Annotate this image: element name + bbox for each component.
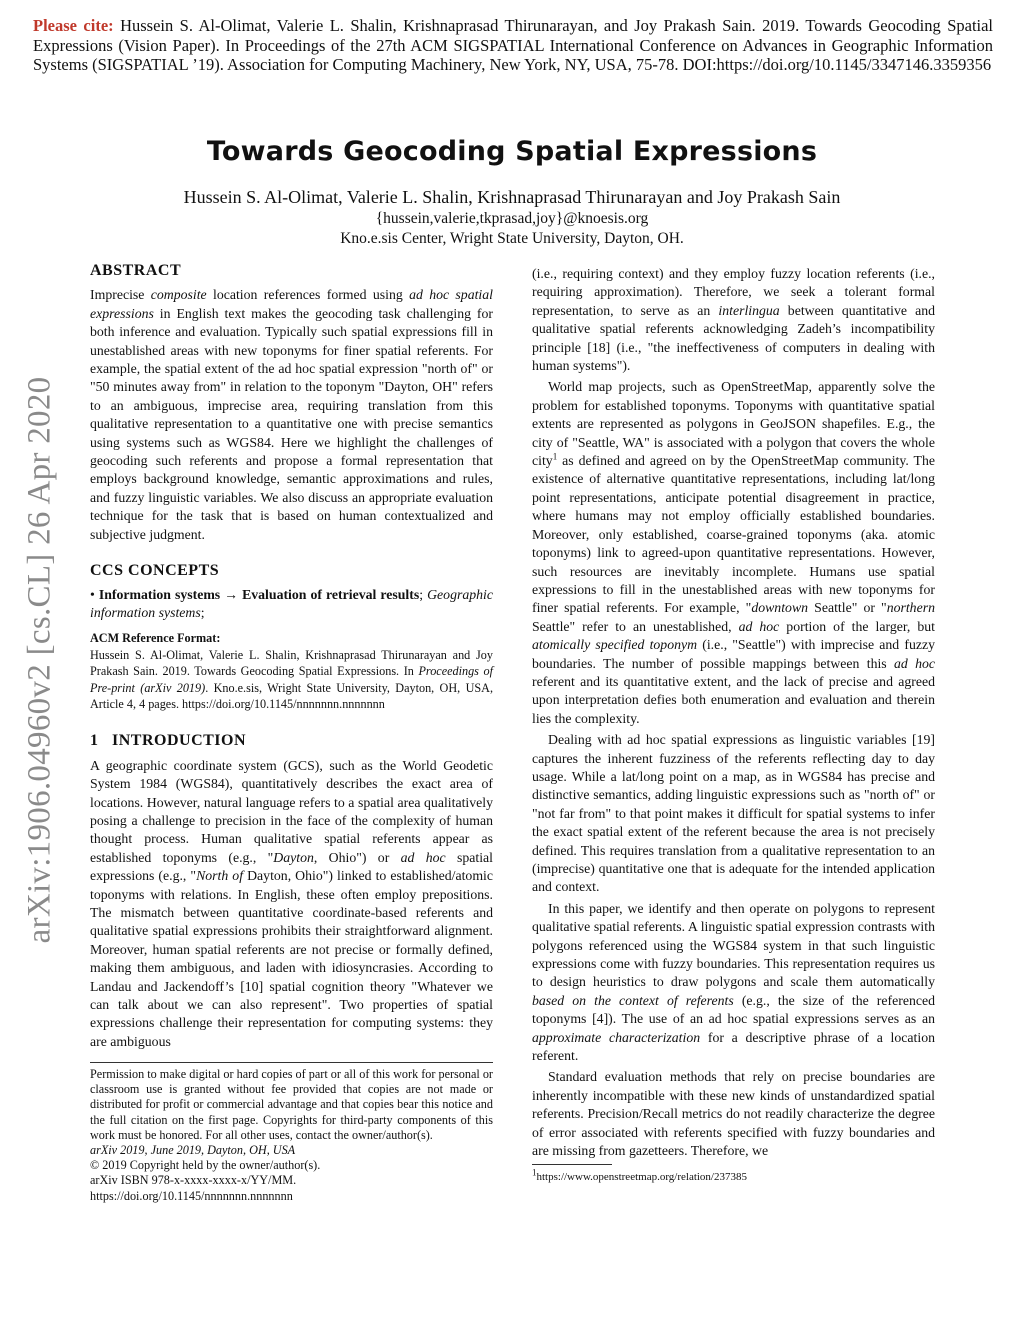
venue-line: arXiv 2019, June 2019, Dayton, OH, USA — [90, 1143, 296, 1158]
ccs-concepts: • Information systems → Evaluation of retrieval results; Geographic information systems; — [90, 586, 493, 620]
citation-label: Please cite: — [33, 16, 114, 35]
citation-text: Hussein S. Al-Olimat, Valerie L. Shalin, Krishnaprasad Thirunarayan, and Joy Prakash Sain. 2019. Towards Geocoding Spatial Expressions (Vision Paper). In Proceedings of the 27th ACM SIGSPATIAL International Conference on Advances in Geographic Information Systems (SIGSPATIAL ’19). Association for Computing Machinery, New York, NY, USA, 75-78. DOI:https://doi.org/10.1145/3347146.3359356 — [33, 16, 994, 74]
right-paragraph-3: Dealing with ad hoc spatial expressions as linguistic variables [19] captures the inherent fuzziness of the referents reflecting day to day usage. While a lat/long point on a map, as in WGS84 has precise and distinctive semantics, adding linguistic expressions such as "north of" or "not far from" to that point makes it difficult for spatial systems to infer the exact spatial extent of the referent because the area is not precisely defined. This requires translation from a qualitative representation to an (imprecise) quantitative one that is adequate for the intended application and context. — [532, 732, 935, 895]
arxiv-stamp — [0, 360, 80, 960]
acm-format-text: Hussein S. Al-Olimat, Valerie L. Shalin, Krishnaprasad Thirunarayan and Joy Prakash Sain. 2019. Towards Geocoding Spatial Expressions. In Proceedings of Pre-print (arXiv 2019). Kno.e.sis, Wright State University, Dayton, OH, USA, Article 4, 4 pages. https://doi.org/10.1145/nnnnnnn.nnnnnnn — [90, 647, 493, 711]
isbn-line: arXiv ISBN 978-x-xxxx-xxxx-x/YY/MM. — [90, 1173, 297, 1188]
acm-reference-format — [90, 630, 493, 712]
author-affiliation: Kno.e.sis Center, Wright State University, Dayton, OH. — [340, 230, 684, 247]
right-paragraph-2: World map projects, such as OpenStreetMap, apparently solve the problem for established toponyms. Toponyms with quantitative spatial extents are represented as polygons in GeoJSON shapefiles. E.g., the city of "Seattle, WA" is associated with a polygon that covers the whole city$^1$ as defined and agreed on by the OpenStreetMap community. The existence of alternative quantitative representations, including lat/long point representations, anticipate potential disagreement in practice, where humans may not employ officially established boundaries. Moreover, only established, coarse-grained toponyms (aka. atomic toponyms) link to agreed-upon quantitative representations. However, such resources are inevitably incomplete. Humans use spatial expressions to fill in the unestablished areas with new toponyms for finer spatial referents. For example, "downtown Seattle" or "northern Seattle" refer to an unestablished, ad hoc portion of the larger, but atomically specified toponym (i.e., "Seattle") with imprecise and fuzzy boundaries. The number of possible mappings between this ad hoc referent and its quantitative extent, and the lack of precise and agreed upon interpretation defies both enumeration and evaluation and therein lies the complexity. — [532, 379, 935, 726]
permission-block — [90, 1062, 493, 1204]
doi-link[interactable]: https://doi.org/10.1145/nnnnnnn.nnnnnnn — [90, 1188, 293, 1203]
footnote-block — [532, 1164, 935, 1184]
right-paragraph-1: (i.e., requiring context) and they employ fuzzy location referents (i.e., requiring approximation). Therefore, we seek a tolerant formal representation, to serve as an interlingua between quantitative and qualitative spatial referents acknowledging Zadeh’s incompatibility principle [18] (i.e., "the ineffectiveness of computers in dealing with human systems"). — [532, 266, 935, 374]
intro-heading: 1 INTRODUCTION — [90, 732, 247, 750]
footnote-ref[interactable]: 1 — [552, 451, 558, 462]
abstract-text: Imprecise composite location references formed using ad hoc spatial expressions in English text makes the geocoding task challenging for both inference and evaluation. Typically such spatial expressions fill in unestablished areas with new toponyms for finer spatial referents. For example, the spatial extent of the ad hoc spatial expression "north of" or "50 minutes away from" in relation to the toponym "Dayton, OH" refers to an ambiguous, imprecise area, requiring translation from this qualitative representation to a quantitative one with precise semantics using systems such as WGS84. Here we highlight the challenges of geocoding such referents and propose a formal representation that employs background knowledge, semantic approximations and rules, and fuzzy linguistic variables. We also discuss an appropriate evaluation technique for the task that is based on human contextualized and subjective judgment. — [90, 287, 494, 542]
copyright-line: © 2019 Copyright held by the owner/author(s). — [90, 1158, 321, 1173]
paper-title: Towards Geocoding Spatial Expressions — [206, 136, 818, 167]
permission-divider — [90, 1062, 493, 1063]
right-column — [532, 265, 935, 1161]
left-column — [90, 262, 493, 1051]
author-list: Hussein S. Al-Olimat, Valerie L. Shalin, Krishnaprasad Thirunarayan and Joy Prakash Sain — [183, 187, 841, 207]
arxiv-stamp-text: arXiv:1906.04960v2 [cs.CL] 26 Apr 2020 — [21, 376, 58, 944]
footnote-divider — [532, 1164, 612, 1165]
citation-banner — [33, 16, 993, 75]
permission-text: Permission to make digital or hard copies of part or all of this work for personal or classroom use is granted without fee provided that copies are not made or distributed for profit or commercial advantage and that copies bear this notice and the full citation on the first page. Copyrights for third-party components of this work must be honored. For all other uses, contact the owner/author(s). — [90, 1067, 493, 1142]
right-paragraph-5: Standard evaluation methods that rely on precise boundaries are inherently incompatible with these new kinds of unstandardized spatial referents. Precision/Recall metrics do not readily characterize the degree of error associated with referents specified with fuzzy boundaries and are missing from gazetteers. Therefore, we — [532, 1069, 935, 1159]
ccs-heading: CCS CONCEPTS — [90, 562, 220, 580]
acm-format-heading: ACM Reference Format: — [90, 631, 221, 646]
intro-paragraph: A geographic coordinate system (GCS), such as the World Geodetic System 1984 (WGS84), quantitatively describes the exact area of locations. However, natural language refers to a spatial area qualitatively posing a challenge to precision in the face of the complexity of human thought process. Human qualitative spatial referents appear as established toponyms (e.g., "Dayton, Ohio") or ad hoc spatial expressions (e.g., "North of Dayton, Ohio") linked to established/atomic toponyms with relations. In English, these often employ prepositions. The mismatch between quantitative coordinate-based referents and qualitative spatial expressions prohibits their straightforward alignment. Moreover, human spatial referents are not precise or formally defined, making them ambiguous, and laden with idiosyncrasies. According to Landau and Jackendoff’s [10] spatial cognition theory "Whatever we can talk about we can also represent". Two properties of spatial expressions challenge their representation for computing systems: they are ambiguous — [90, 757, 494, 1049]
footnote-mark: 1 — [532, 1167, 537, 1178]
footnote-url[interactable]: https://www.openstreetmap.org/relation/237385 — [536, 1171, 747, 1183]
abstract-heading: ABSTRACT — [90, 262, 182, 279]
footnote-text — [532, 1167, 935, 1184]
right-paragraph-4: In this paper, we identify and then operate on polygons to represent qualitative spatial referents. A linguistic spatial expression contrasts with polygons referenced using the WGS84 system in that such linguistic expressions come with fuzzy boundaries. This representation requires us to design heuristics to draw polygons and scale them automatically based on the context of referents (e.g., the size of the referenced toponyms [4]). The use of an ad hoc spatial expressions serves as an approximate characterization for a descriptive phrase of a location referent. — [532, 900, 935, 1064]
author-emails: {hussein,valerie,tkprasad,joy}@knoesis.org — [375, 210, 649, 227]
